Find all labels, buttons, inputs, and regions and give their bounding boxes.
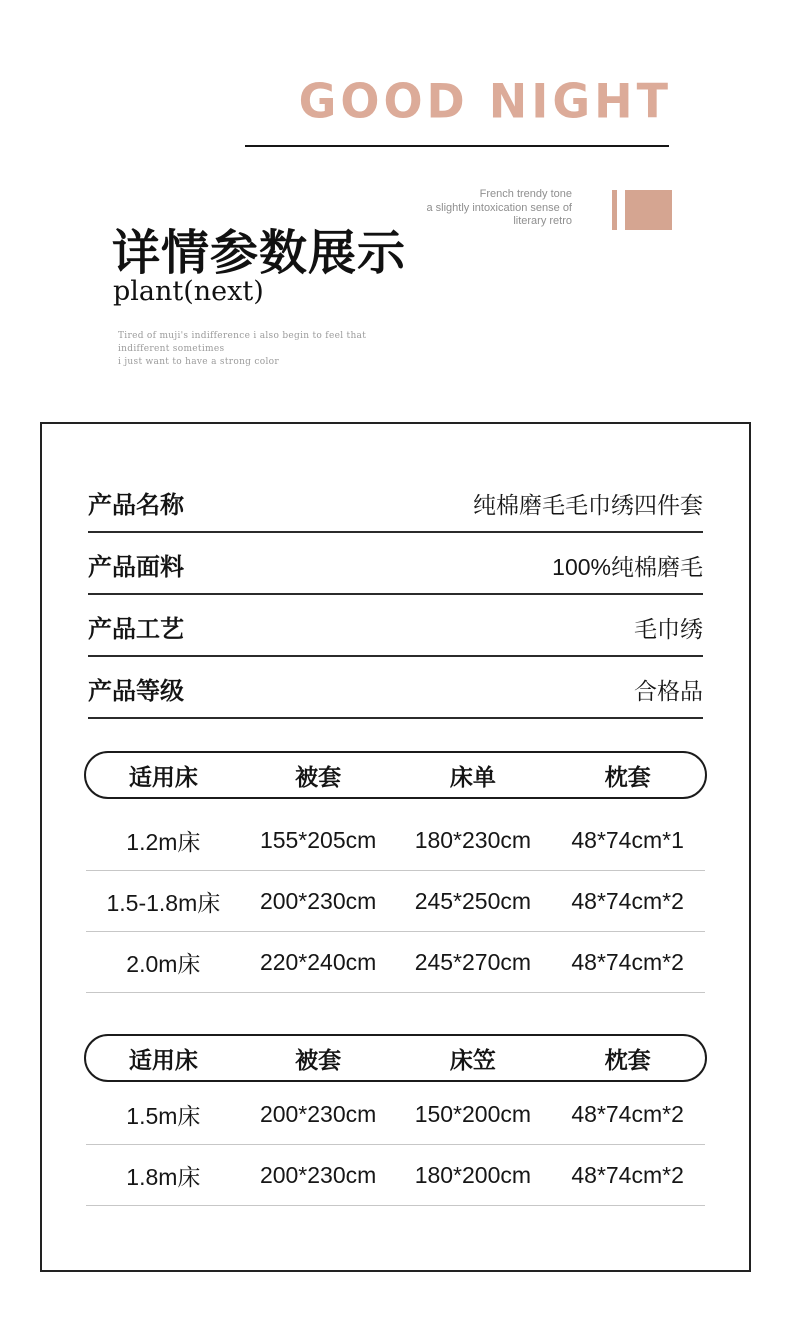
french-tagline-line-2: a slightly intoxication sense of (426, 201, 572, 214)
size-table-2-header (84, 1034, 707, 1082)
spec-value: 合格品 (634, 678, 703, 704)
size-table-1-rows (86, 799, 705, 993)
cell-pillowcase: 48*74cm*2 (571, 948, 684, 975)
table-row (86, 1084, 705, 1145)
cell-flat-sheet: 245*270cm (414, 948, 532, 975)
cell-pillowcase: 48*74cm*1 (571, 826, 684, 853)
cell-bed: 2.0m床 (126, 950, 201, 977)
size-table-1-header (84, 751, 707, 799)
page-title: 详情参数展示 (112, 227, 407, 280)
spec-label: 产品等级 (88, 678, 184, 705)
cell-pillowcase: 48*74cm*2 (571, 1161, 684, 1188)
product-spec-list (88, 424, 703, 719)
table-row (86, 871, 705, 932)
cell-flat-sheet: 180*230cm (414, 826, 532, 853)
table-row (86, 810, 705, 871)
tagline-line-2: indifferent sometimes (118, 344, 225, 354)
cell-pillowcase: 48*74cm*2 (571, 887, 684, 914)
spec-value: 100%纯棉磨毛 (552, 554, 703, 580)
cell-duvet-cover: 220*240cm (259, 948, 377, 975)
spec-row-product-name (88, 424, 703, 533)
cell-bed: 1.5-1.8m床 (106, 889, 221, 916)
table-row (86, 1145, 705, 1206)
spec-row-craft (88, 595, 703, 657)
size-table-2-header-fitted-sheet: 床笠 (449, 1046, 496, 1073)
size-table-1-header-flat-sheet: 床单 (449, 763, 496, 790)
spec-label: 产品名称 (88, 492, 184, 519)
size-table-2-header-bed: 适用床 (128, 1046, 198, 1073)
tagline-paragraph (118, 330, 366, 369)
cell-pillowcase: 48*74cm*2 (571, 1100, 684, 1127)
cell-fitted-sheet: 180*200cm (414, 1161, 532, 1188)
spec-label: 产品工艺 (88, 616, 184, 643)
french-tagline (426, 188, 572, 229)
brand-underline-rule (245, 145, 669, 147)
french-tagline-line-1: French trendy tone (479, 188, 572, 200)
spec-label: 产品面料 (88, 554, 184, 581)
cell-flat-sheet: 245*250cm (414, 887, 532, 914)
spec-value: 纯棉磨毛毛巾绣四件套 (473, 492, 703, 518)
tagline-line-3: i just want to have a strong color (118, 357, 279, 367)
size-table-2-header-duvet-cover: 被套 (295, 1046, 342, 1073)
cell-duvet-cover: 200*230cm (259, 1100, 377, 1127)
spec-box (40, 422, 751, 1272)
brand-wordmark: GOOD NIGHT (298, 73, 672, 129)
cell-bed: 1.5m床 (126, 1102, 201, 1129)
spec-value: 毛巾绣 (634, 616, 703, 642)
subtitle-plant-next: plant(next) (113, 276, 264, 307)
size-table-1-header-pillowcase: 枕套 (604, 763, 651, 790)
table-row (86, 932, 705, 993)
cell-duvet-cover: 200*230cm (259, 887, 377, 914)
tagline-line-1: Tired of muji's indifference i also begin to feel that (118, 331, 367, 341)
size-table-1-header-bed: 适用床 (128, 763, 198, 790)
accent-bar-block (625, 190, 672, 230)
cell-fitted-sheet: 150*200cm (414, 1100, 532, 1127)
accent-bar-thin (612, 190, 617, 230)
french-tagline-line-3: literary retro (513, 215, 572, 227)
spec-row-grade (88, 657, 703, 719)
spec-row-fabric (88, 533, 703, 595)
cell-bed: 1.8m床 (126, 1163, 201, 1190)
cell-bed: 1.2m床 (126, 828, 201, 855)
cell-duvet-cover: 200*230cm (259, 1161, 377, 1188)
size-table-2-rows (86, 1082, 705, 1206)
cell-duvet-cover: 155*205cm (259, 826, 377, 853)
size-table-1-header-duvet-cover: 被套 (295, 763, 342, 790)
size-table-2-header-pillowcase: 枕套 (604, 1046, 651, 1073)
